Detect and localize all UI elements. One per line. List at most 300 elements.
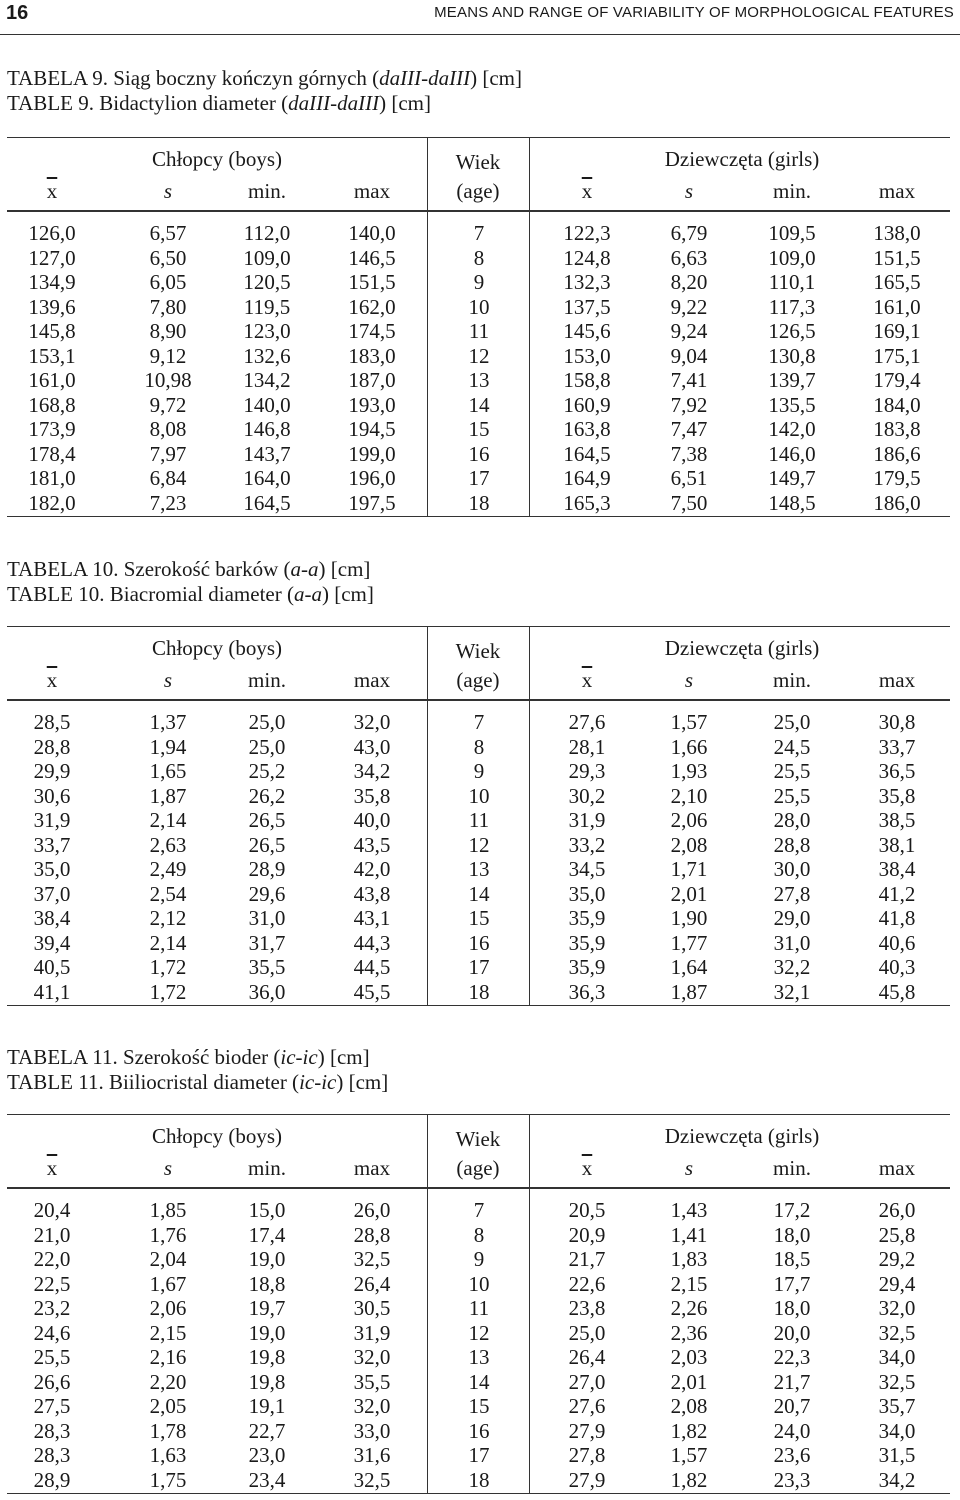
value-cell: 8,08 (149, 417, 187, 442)
value-cell: 31,9 (33, 808, 71, 833)
age-cell: 7 (473, 710, 485, 734)
value-cell: 35,5 (353, 1369, 391, 1394)
value-cell: 143,7 (243, 441, 291, 466)
value-cell: 2,01 (670, 881, 708, 906)
value-cell: 27,9 (568, 1418, 606, 1443)
header-sd: s (163, 1156, 173, 1180)
value-cell: 2,10 (670, 783, 708, 808)
caption-text: TABELA 9. Siąg boczny kończyn górnych ( (7, 66, 380, 90)
value-cell: 139,6 (28, 294, 76, 319)
value-cell: 31,5 (878, 1443, 916, 1468)
value-cell: 164,5 (243, 491, 291, 516)
table-row (7, 906, 950, 931)
table-row (7, 784, 950, 809)
table-row (7, 221, 950, 246)
value-cell: 1,64 (670, 955, 708, 980)
value-cell: 26,4 (568, 1345, 606, 1370)
header-sd: s (163, 179, 173, 203)
age-cell: 11 (468, 319, 490, 344)
age-cell: 7 (473, 1198, 485, 1222)
value-cell: 23,6 (773, 1443, 811, 1468)
value-cell: 2,16 (149, 1345, 187, 1370)
boys-group-header: Chłopcy (boys) (151, 636, 283, 660)
age-cell: 7 (473, 221, 485, 245)
value-cell: 29,4 (878, 1271, 916, 1296)
value-cell: 2,06 (670, 808, 708, 833)
value-cell: 161,0 (873, 294, 921, 319)
value-cell: 2,54 (149, 881, 187, 906)
header-mean: $\overline{x}$ (581, 179, 593, 203)
header-min: min. (248, 1156, 286, 1180)
page-number: 16 (6, 2, 29, 24)
value-cell: 1,75 (149, 1468, 187, 1493)
value-cell: 169,1 (873, 319, 921, 344)
value-cell: 22,7 (248, 1418, 286, 1443)
caption-polish (7, 1045, 388, 1070)
age-cell: 12 (468, 343, 490, 368)
value-cell: 20,0 (773, 1320, 811, 1345)
age-cell: 8 (473, 245, 485, 270)
value-cell: 33,7 (33, 832, 71, 857)
value-cell: 186,0 (873, 491, 921, 516)
header-sd: s (684, 668, 694, 692)
value-cell: 22,0 (33, 1247, 71, 1272)
page-header (0, 0, 960, 35)
value-cell: 21,7 (568, 1247, 606, 1272)
value-cell: 29,0 (773, 906, 811, 931)
age-cell: 18 (468, 980, 490, 1005)
value-cell: 109,0 (768, 245, 816, 270)
value-cell: 22,6 (568, 1271, 606, 1296)
value-cell: 146,0 (768, 441, 816, 466)
value-cell: 112,0 (243, 221, 291, 245)
age-cell: 10 (468, 783, 490, 808)
value-cell: 6,79 (670, 221, 708, 245)
value-cell: 29,3 (568, 759, 606, 784)
value-cell: 21,0 (33, 1222, 71, 1247)
value-cell: 35,0 (33, 857, 71, 882)
value-cell: 149,7 (768, 466, 816, 491)
value-cell: 145,6 (563, 319, 611, 344)
value-cell: 28,8 (353, 1222, 391, 1247)
value-cell: 194,5 (348, 417, 396, 442)
value-cell: 25,5 (773, 759, 811, 784)
value-cell: 193,0 (348, 392, 396, 417)
value-cell: 175,1 (873, 343, 921, 368)
age-cell: 11 (468, 808, 490, 833)
value-cell: 2,04 (149, 1247, 187, 1272)
value-cell: 1,66 (670, 734, 708, 759)
age-cell: 16 (468, 930, 490, 955)
value-cell: 135,5 (768, 392, 816, 417)
value-cell: 27,0 (568, 1369, 606, 1394)
value-cell: 7,47 (670, 417, 708, 442)
value-cell: 20,7 (773, 1394, 811, 1419)
value-cell: 7,41 (670, 368, 708, 393)
value-cell: 33,7 (878, 734, 916, 759)
value-cell: 1,43 (670, 1198, 708, 1222)
value-cell: 41,1 (33, 980, 71, 1005)
table-row (7, 1394, 950, 1419)
data-table (7, 1114, 950, 1494)
value-cell: 153,1 (28, 343, 76, 368)
value-cell: 1,76 (149, 1222, 187, 1247)
value-cell: 151,5 (873, 245, 921, 270)
value-cell: 2,08 (670, 832, 708, 857)
value-cell: 183,8 (873, 417, 921, 442)
value-cell: 35,8 (878, 783, 916, 808)
value-cell: 23,0 (248, 1443, 286, 1468)
table-row (7, 1296, 950, 1321)
caption-english (7, 91, 522, 116)
value-cell: 28,1 (568, 734, 606, 759)
value-cell: 25,0 (248, 734, 286, 759)
age-cell: 15 (468, 906, 490, 931)
value-cell: 43,8 (353, 881, 391, 906)
value-cell: 41,8 (878, 906, 916, 931)
value-cell: 36,3 (568, 980, 606, 1005)
value-cell: 2,49 (149, 857, 187, 882)
value-cell: 134,9 (28, 270, 76, 295)
value-cell: 140,0 (243, 392, 291, 417)
table-row (7, 710, 950, 735)
age-header-en: (age) (456, 668, 500, 692)
age-header: Wiek (455, 1127, 501, 1151)
header-max: max (878, 179, 916, 203)
table-row (7, 1198, 950, 1223)
value-cell: 38,4 (33, 906, 71, 931)
age-cell: 16 (468, 1418, 490, 1443)
value-cell: 24,5 (773, 734, 811, 759)
value-cell: 151,5 (348, 270, 396, 295)
value-cell: 2,14 (149, 808, 187, 833)
value-cell: 26,2 (248, 783, 286, 808)
value-cell: 31,9 (353, 1320, 391, 1345)
header-mean: $\overline{x}$ (46, 1156, 58, 1180)
caption-text: TABLE 11. Biiliocristal diameter ( (7, 1070, 300, 1094)
value-cell: 6,63 (670, 245, 708, 270)
value-cell: 7,97 (149, 441, 187, 466)
value-cell: 31,0 (773, 930, 811, 955)
header-mean: $\overline{x}$ (46, 668, 58, 692)
value-cell: 32,2 (773, 955, 811, 980)
value-cell: 178,4 (28, 441, 76, 466)
table-row (7, 1419, 950, 1444)
value-cell: 1,72 (149, 955, 187, 980)
caption-text: ) [cm] (336, 1070, 389, 1094)
age-cell: 11 (468, 1296, 490, 1321)
value-cell: 25,2 (248, 759, 286, 784)
value-cell: 30,0 (773, 857, 811, 882)
value-cell: 2,36 (670, 1320, 708, 1345)
value-cell: 145,8 (28, 319, 76, 344)
value-cell: 25,0 (568, 1320, 606, 1345)
value-cell: 1,82 (670, 1418, 708, 1443)
value-cell: 15,0 (248, 1198, 286, 1222)
value-cell: 117,3 (768, 294, 816, 319)
value-cell: 35,9 (568, 955, 606, 980)
value-cell: 2,06 (149, 1296, 187, 1321)
header-mean: $\overline{x}$ (581, 1156, 593, 1180)
value-cell: 34,5 (568, 857, 606, 882)
header-max: max (353, 179, 391, 203)
value-cell: 36,5 (878, 759, 916, 784)
age-cell: 16 (468, 441, 490, 466)
table-row (7, 491, 950, 516)
value-cell: 30,2 (568, 783, 606, 808)
value-cell: 126,0 (28, 221, 76, 245)
value-cell: 6,84 (149, 466, 187, 491)
age-cell: 17 (468, 1443, 490, 1468)
caption-text: ) [cm] (379, 91, 432, 115)
value-cell: 25,5 (33, 1345, 71, 1370)
value-cell: 1,57 (670, 710, 708, 734)
value-cell: 29,6 (248, 881, 286, 906)
value-cell: 34,2 (353, 759, 391, 784)
age-header: Wiek (455, 150, 501, 174)
value-cell: 43,5 (353, 832, 391, 857)
value-cell: 6,51 (670, 466, 708, 491)
value-cell: 146,5 (348, 245, 396, 270)
value-cell: 10,98 (144, 368, 192, 393)
value-cell: 199,0 (348, 441, 396, 466)
value-cell: 2,63 (149, 832, 187, 857)
header-min: min. (773, 1156, 811, 1180)
value-cell: 27,9 (568, 1468, 606, 1493)
header-mean: $\overline{x}$ (581, 668, 593, 692)
table-body (7, 1198, 950, 1493)
value-cell: 182,0 (28, 491, 76, 516)
value-cell: 20,4 (33, 1198, 71, 1222)
value-cell: 43,1 (353, 906, 391, 931)
value-cell: 32,0 (878, 1296, 916, 1321)
value-cell: 19,1 (248, 1394, 286, 1419)
caption-text: ) [cm] (470, 66, 522, 90)
value-cell: 173,9 (28, 417, 76, 442)
table-header-rule (7, 1187, 950, 1189)
table-body (7, 221, 950, 516)
value-cell: 26,0 (878, 1198, 916, 1222)
age-cell: 9 (473, 759, 485, 784)
value-cell: 197,5 (348, 491, 396, 516)
value-cell: 127,0 (28, 245, 76, 270)
table-top-rule (7, 626, 950, 627)
table-header-rule (7, 210, 950, 212)
value-cell: 2,26 (670, 1296, 708, 1321)
value-cell: 122,3 (563, 221, 611, 245)
data-table (7, 137, 950, 517)
value-cell: 27,6 (568, 1394, 606, 1419)
value-cell: 7,23 (149, 491, 187, 516)
girls-group-header: Dziewczęta (girls) (664, 147, 820, 171)
value-cell: 28,9 (33, 1468, 71, 1493)
table-row (7, 735, 950, 760)
table-row (7, 1321, 950, 1346)
table-row (7, 1468, 950, 1493)
value-cell: 174,5 (348, 319, 396, 344)
value-cell: 9,24 (670, 319, 708, 344)
girls-group-header: Dziewczęta (girls) (664, 636, 820, 660)
value-cell: 19,0 (248, 1320, 286, 1345)
value-cell: 27,8 (568, 1443, 606, 1468)
value-cell: 37,0 (33, 881, 71, 906)
value-cell: 9,22 (670, 294, 708, 319)
value-cell: 9,12 (149, 343, 187, 368)
value-cell: 28,8 (33, 734, 71, 759)
caption-abbr: a-a (290, 557, 319, 581)
table-row (7, 368, 950, 393)
caption-text: TABELA 10. Szerokość barków ( (7, 557, 291, 581)
value-cell: 32,5 (878, 1320, 916, 1345)
value-cell: 119,5 (243, 294, 291, 319)
value-cell: 40,5 (33, 955, 71, 980)
caption-text: ) [cm] (321, 582, 374, 606)
value-cell: 2,20 (149, 1369, 187, 1394)
value-cell: 1,37 (149, 710, 187, 734)
boys-group-header: Chłopcy (boys) (151, 1124, 283, 1148)
value-cell: 24,6 (33, 1320, 71, 1345)
age-cell: 17 (468, 955, 490, 980)
table-body (7, 710, 950, 1005)
caption-abbr: ic-ic (280, 1045, 318, 1069)
table-bottom-rule (7, 1005, 950, 1006)
value-cell: 32,0 (353, 1345, 391, 1370)
value-cell: 34,0 (878, 1345, 916, 1370)
value-cell: 23,2 (33, 1296, 71, 1321)
value-cell: 164,0 (243, 466, 291, 491)
value-cell: 25,0 (773, 710, 811, 734)
caption-text: ) [cm] (318, 557, 371, 581)
caption-english (7, 582, 374, 607)
value-cell: 28,0 (773, 808, 811, 833)
header-sd: s (684, 179, 694, 203)
value-cell: 17,7 (773, 1271, 811, 1296)
boys-group-header: Chłopcy (boys) (151, 147, 283, 171)
value-cell: 27,5 (33, 1394, 71, 1419)
value-cell: 196,0 (348, 466, 396, 491)
value-cell: 23,3 (773, 1468, 811, 1493)
caption-abbr: a-a (293, 582, 322, 606)
table-row (7, 1247, 950, 1272)
value-cell: 44,5 (353, 955, 391, 980)
value-cell: 124,8 (563, 245, 611, 270)
value-cell: 148,5 (768, 491, 816, 516)
value-cell: 26,0 (353, 1198, 391, 1222)
value-cell: 7,92 (670, 392, 708, 417)
table-row (7, 857, 950, 882)
header-min: min. (773, 179, 811, 203)
table-row (7, 417, 950, 442)
value-cell: 24,0 (773, 1418, 811, 1443)
value-cell: 35,0 (568, 881, 606, 906)
value-cell: 19,7 (248, 1296, 286, 1321)
value-cell: 22,5 (33, 1271, 71, 1296)
age-cell: 18 (468, 491, 490, 516)
value-cell: 20,9 (568, 1222, 606, 1247)
age-cell: 9 (473, 1247, 485, 1272)
value-cell: 38,4 (878, 857, 916, 882)
table-top-rule (7, 1114, 950, 1115)
value-cell: 2,03 (670, 1345, 708, 1370)
value-cell: 42,0 (353, 857, 391, 882)
value-cell: 29,2 (878, 1247, 916, 1272)
caption-polish (7, 66, 522, 91)
caption-abbr: daIII-daIII (288, 91, 380, 115)
age-cell: 15 (468, 417, 490, 442)
value-cell: 40,3 (878, 955, 916, 980)
value-cell: 1,83 (670, 1247, 708, 1272)
value-cell: 164,5 (563, 441, 611, 466)
value-cell: 1,93 (670, 759, 708, 784)
value-cell: 30,5 (353, 1296, 391, 1321)
value-cell: 6,05 (149, 270, 187, 295)
value-cell: 186,6 (873, 441, 921, 466)
table-row (7, 393, 950, 418)
value-cell: 26,5 (248, 832, 286, 857)
value-cell: 132,3 (563, 270, 611, 295)
value-cell: 45,8 (878, 980, 916, 1005)
value-cell: 19,0 (248, 1247, 286, 1272)
value-cell: 1,63 (149, 1443, 187, 1468)
value-cell: 164,9 (563, 466, 611, 491)
value-cell: 17,4 (248, 1222, 286, 1247)
value-cell: 9,72 (149, 392, 187, 417)
value-cell: 34,2 (878, 1468, 916, 1493)
caption-polish (7, 557, 374, 582)
value-cell: 161,0 (28, 368, 76, 393)
table-bottom-rule (7, 1493, 950, 1494)
caption-english (7, 1070, 388, 1095)
value-cell: 32,0 (353, 1394, 391, 1419)
header-mean: $\overline{x}$ (46, 179, 58, 203)
value-cell: 28,8 (773, 832, 811, 857)
value-cell: 2,01 (670, 1369, 708, 1394)
value-cell: 1,94 (149, 734, 187, 759)
value-cell: 109,5 (768, 221, 816, 245)
value-cell: 181,0 (28, 466, 76, 491)
value-cell: 1,90 (670, 906, 708, 931)
table-row (7, 1272, 950, 1297)
value-cell: 1,77 (670, 930, 708, 955)
table-top-rule (7, 137, 950, 138)
value-cell: 146,8 (243, 417, 291, 442)
age-cell: 9 (473, 270, 485, 295)
value-cell: 31,9 (568, 808, 606, 833)
age-cell: 14 (468, 392, 490, 417)
value-cell: 1,85 (149, 1198, 187, 1222)
value-cell: 31,6 (353, 1443, 391, 1468)
value-cell: 2,15 (670, 1271, 708, 1296)
value-cell: 7,38 (670, 441, 708, 466)
value-cell: 1,78 (149, 1418, 187, 1443)
value-cell: 162,0 (348, 294, 396, 319)
age-cell: 13 (468, 368, 490, 393)
value-cell: 40,6 (878, 930, 916, 955)
value-cell: 18,8 (248, 1271, 286, 1296)
table-row (7, 759, 950, 784)
value-cell: 32,5 (878, 1369, 916, 1394)
table-row (7, 1370, 950, 1395)
value-cell: 1,87 (149, 783, 187, 808)
value-cell: 2,12 (149, 906, 187, 931)
value-cell: 7,80 (149, 294, 187, 319)
value-cell: 21,7 (773, 1369, 811, 1394)
value-cell: 9,04 (670, 343, 708, 368)
age-cell: 12 (468, 1320, 490, 1345)
header-max: max (353, 668, 391, 692)
value-cell: 2,08 (670, 1394, 708, 1419)
value-cell: 26,4 (353, 1271, 391, 1296)
